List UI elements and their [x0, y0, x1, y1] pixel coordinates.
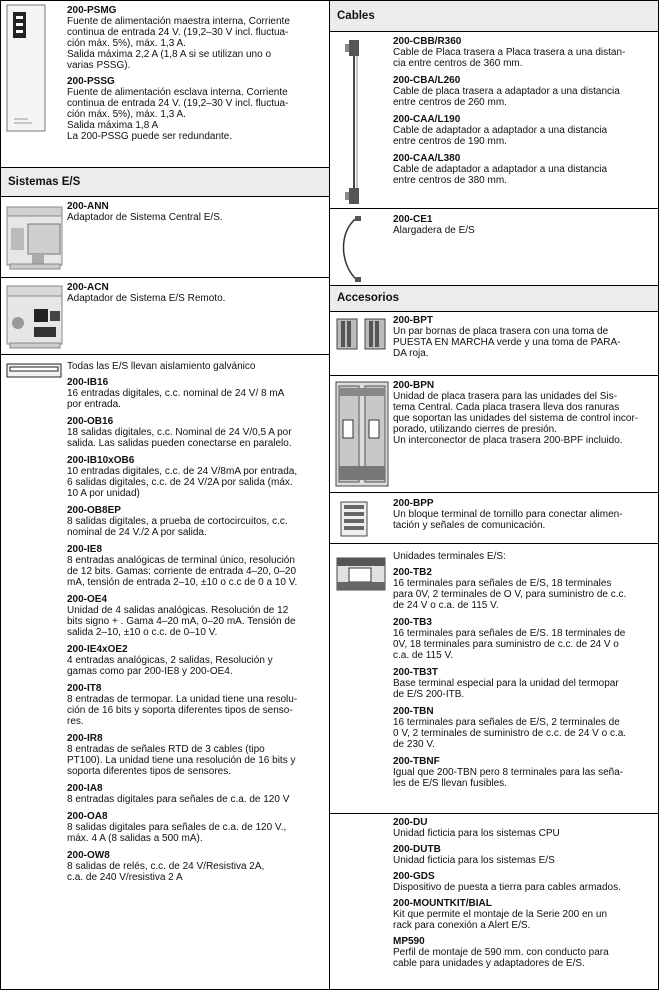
product-code: 200-IA8: [67, 783, 103, 794]
bpp-text: [393, 498, 654, 531]
product-code: 200-TB3T: [393, 667, 439, 678]
ann-text: [67, 201, 325, 223]
cable-image: [335, 38, 375, 206]
product-desc: Unidad ficticia para los sistemas CPU: [393, 828, 560, 839]
product-code: 200-PSMG: [67, 5, 117, 16]
terminal-unit-list: [393, 567, 654, 789]
product-desc: Cable de Placa trasera a Placa trasera a una distan- cia entre centros de 360 mm.: [393, 47, 626, 69]
product-code: 200-CAA/L380: [393, 153, 461, 164]
product-desc: Dispositivo de puesta a tierra para cables armados.: [393, 882, 621, 893]
product-desc: 16 entradas digitales, c.c. nominal de 24 V/ 8 mA por entrada.: [67, 388, 285, 410]
cables-text: [393, 36, 654, 192]
product-desc: 8 salidas digitales para señales de c.a. de 120 V., máx. 4 A (8 salidas a 500 mA).: [67, 822, 287, 844]
product-code: 200-OA8: [67, 811, 108, 822]
product-code: 200-TB2: [393, 567, 432, 578]
ce1-text: [393, 214, 654, 236]
right-column: [330, 0, 659, 990]
product-desc: Fuente de alimentación esclava interna. Corriente continua de entrada 24 V. (19,2–30 V incl. fluctua- ción máx. 5%), máx. 1,3 A. Salida máxima 1,8 A La 200-PSSG puede ser redundante.: [67, 87, 289, 142]
product-code: MP590: [393, 936, 425, 947]
io-intro: Todas las E/S llevan aislamiento galvánico: [67, 361, 256, 372]
product-item: [393, 75, 654, 108]
product-item: [67, 644, 325, 677]
terminal-units-section: [330, 544, 658, 814]
product-item: [67, 733, 325, 777]
product-code: 200-OW8: [67, 850, 110, 861]
product-desc: 8 entradas digitales para señales de c.a. de 120 V: [67, 794, 290, 805]
product-item: [393, 36, 654, 69]
product-desc: 10 entradas digitales, c.c. de 24 V/8mA por entrada, 6 salidas digitales, c.c. de 24 V/2A por salida (máx. 10 A por unidad): [67, 466, 298, 499]
product-item: [67, 850, 325, 883]
product-desc: Adaptador de Sistema Central E/S.: [67, 212, 223, 223]
product-item: [393, 898, 654, 931]
ann-section: [1, 197, 329, 278]
product-code: 200-ANN: [67, 201, 109, 212]
product-desc: 8 entradas analógicas de terminal único, resolución de 12 bits. Gamas: corriente de entrada 4–20, 0–20 mA, tensión de entrada 2–10, ±10 o c.c de 0 a 10 V.: [67, 555, 298, 588]
product-code: 200-CBB/R360: [393, 36, 462, 47]
product-desc: 16 terminales para señales de E/S. 18 terminales de 0V, 18 terminales para suministro de c.c. de 24 V o c.a. de 115 V.: [393, 628, 626, 661]
misc-text: [393, 817, 654, 974]
bpn-text: [393, 380, 654, 446]
product-item: [67, 594, 325, 638]
product-desc: Unidad de 4 salidas analógicas. Resolución de 12 bits signo + . Gama 4–20 mA, 0–20 mA. Tensión de salida 2–10, ±10 o c.c. de 0–10 V.: [67, 605, 296, 638]
product-code: 200-CE1: [393, 214, 433, 225]
product-item: [67, 416, 325, 449]
product-desc: Un bloque terminal de tornillo para conectar alimen- tación y señales de comunicación.: [393, 509, 623, 531]
product-code: 200-OE4: [67, 594, 108, 605]
section-header-accessories: Accesorios: [330, 286, 658, 312]
product-desc: 4 entradas analógicas, 2 salidas, Resolución y gamas como par 200-IE8 y 200-OE4.: [67, 655, 273, 677]
product-item: [393, 844, 654, 866]
product-code: 200-IB10xOB6: [67, 455, 135, 466]
product-desc: Un par bornas de placa trasera con una toma de PUESTA EN MARCHA verde y una toma de PARA- DA roja.: [393, 326, 621, 359]
product-code: 200-BPP: [393, 498, 434, 509]
product-desc: Alargadera de E/S: [393, 225, 475, 236]
product-code: 200-IB16: [67, 377, 109, 388]
product-desc: Base terminal especial para la unidad del termopar de E/S 200-ITB.: [393, 678, 619, 700]
product-desc: 8 salidas de relés, c.c. de 24 V/Resistiva 2A, c.a. de 240 V/resistiva 2 A: [67, 861, 265, 883]
terminal-intro: Unidades terminales E/S:: [393, 551, 506, 562]
product-desc: Unidad ficticia para los sistemas E/S: [393, 855, 555, 866]
product-desc: 16 terminales para señales de E/S, 18 terminales para 0V, 2 terminales de O V, para suministro de c.c. de 24 V o c.a. de 115 V.: [393, 578, 627, 611]
product-desc: 16 terminales para señales de E/S, 2 terminales de 0 V, 2 terminales de suministro de c.c. de 24 V o c.a. de 230 V.: [393, 717, 627, 750]
backplane-terminal-image: [335, 317, 389, 351]
product-item: [67, 377, 325, 410]
product-code: 200-DU: [393, 817, 428, 828]
cable-list: [393, 36, 654, 186]
io-module-image: [6, 363, 62, 379]
acn-section: [1, 278, 329, 355]
product-desc: 8 salidas digitales, a prueba de cortocircuitos, c.c. nominal de 24 V./2 A por salida.: [67, 516, 288, 538]
bpp-section: [330, 493, 658, 544]
acn-module-image: [6, 285, 63, 349]
ce1-section: [330, 209, 658, 286]
product-item: [393, 706, 654, 750]
product-item: [393, 871, 654, 893]
product-item: [393, 114, 654, 147]
product-desc: Igual que 200-TBN pero 8 terminales para las seña- les de E/S llevan fusibles.: [393, 767, 624, 789]
product-item: [393, 936, 654, 969]
product-item: [393, 617, 654, 661]
section-header-io: Sistemas E/S: [1, 168, 329, 197]
product-code: 200-DUTB: [393, 844, 441, 855]
product-desc: Fuente de alimentación maestra interna, Corriente continua de entrada 24 V. (19,2–30 V incl. fluctua- ción máx. 5%), máx. 1,3 A. Salida máxima 2,2 A (1,8 A si se utilizan uno o varias PSSG).: [67, 16, 290, 71]
product-code: 200-ACN: [67, 282, 109, 293]
product-code: 200-PSSG: [67, 76, 115, 87]
product-desc-note: Un interconector de placa trasera 200-BPF incluido.: [393, 435, 623, 446]
ann-module-image: [6, 206, 63, 270]
bpn-section: [330, 376, 658, 493]
terminal-unit-image: [335, 554, 387, 594]
product-code: 200-BPT: [393, 315, 434, 326]
product-item: [393, 667, 654, 700]
product-code: 200-IE4xOE2: [67, 644, 128, 655]
product-item: [393, 756, 654, 789]
product-desc: Unidad de placa trasera para las unidades del Sis- tema Central. Cada placa trasera lleva dos ranuras que soportan las unidades del sistema de control incor- porado, utilizando cierres de presión.: [393, 391, 639, 435]
power-section: [1, 1, 329, 168]
extension-cable-image: [335, 214, 365, 284]
product-desc: Cable de adaptador a adaptador a una distancia entre centros de 190 mm.: [393, 125, 608, 147]
product-desc: 8 entradas de termopar. La unidad tiene una resolu- ción de 16 bits y soporta diferentes tipos de senso- res.: [67, 694, 298, 727]
section-header-cables: Cables: [330, 1, 658, 32]
product-code: 200-TBN: [393, 706, 434, 717]
product-item: [67, 76, 325, 142]
product-item: [67, 455, 325, 499]
product-item: [67, 505, 325, 538]
bpt-text: [393, 315, 654, 359]
product-item: [67, 544, 325, 588]
product-code: 200-CAA/L190: [393, 114, 461, 125]
product-desc: Adaptador de Sistema E/S Remoto.: [67, 293, 226, 304]
cables-section: [330, 32, 658, 209]
product-code: 200-IR8: [67, 733, 103, 744]
terminal-units-text: [393, 551, 654, 795]
product-code: 200-GDS: [393, 871, 435, 882]
misc-list: [393, 817, 654, 969]
product-code: 200-OB8EP: [67, 505, 121, 516]
acn-text: [67, 282, 325, 304]
product-code: 200-CBA/L260: [393, 75, 461, 86]
product-item: [67, 811, 325, 844]
power-supply-image: [6, 4, 46, 132]
product-code: 200-BPN: [393, 380, 435, 391]
screw-terminal-image: [335, 500, 375, 538]
product-desc: 8 entradas de señales RTD de 3 cables (tipo PT100). La unidad tiene una resolución de 16 bits y soporta diferentes tipos de sensores.: [67, 744, 296, 777]
backplane-unit-image: [335, 380, 389, 488]
product-code: 200-OB16: [67, 416, 114, 427]
product-item: [67, 5, 325, 71]
product-code: 200-IE8: [67, 544, 103, 555]
io-modules-text: [67, 361, 325, 889]
io-modules-section: [1, 355, 329, 989]
product-desc: Kit que permite el montaje de la Serie 200 en un rack para conexión a Alert E/S.: [393, 909, 608, 931]
power-text: [67, 5, 325, 147]
product-desc: Perfil de montaje de 590 mm. con conducto para cable para unidades y adaptadores de E/S.: [393, 947, 609, 969]
product-item: [393, 567, 654, 611]
bpt-section: [330, 312, 658, 376]
product-item: [393, 153, 654, 186]
product-code: 200-MOUNTKIT/BIAL: [393, 898, 492, 909]
product-code: 200-TBNF: [393, 756, 440, 767]
product-item: [393, 817, 654, 839]
product-desc: Cable de placa trasera a adaptador a una distancia entre centros de 260 mm.: [393, 86, 620, 108]
product-code: 200-IT8: [67, 683, 102, 694]
product-desc: 18 salidas digitales, c.c. Nominal de 24 V/0,5 A por salida. Las salidas pueden conectarse en paralelo.: [67, 427, 292, 449]
product-desc: Cable de adaptador a adaptador a una distancia entre centros de 380 mm.: [393, 164, 608, 186]
misc-section: [330, 814, 658, 989]
io-module-list: [67, 377, 325, 883]
product-item: [67, 683, 325, 727]
product-item: [67, 783, 325, 805]
product-code: 200-TB3: [393, 617, 432, 628]
